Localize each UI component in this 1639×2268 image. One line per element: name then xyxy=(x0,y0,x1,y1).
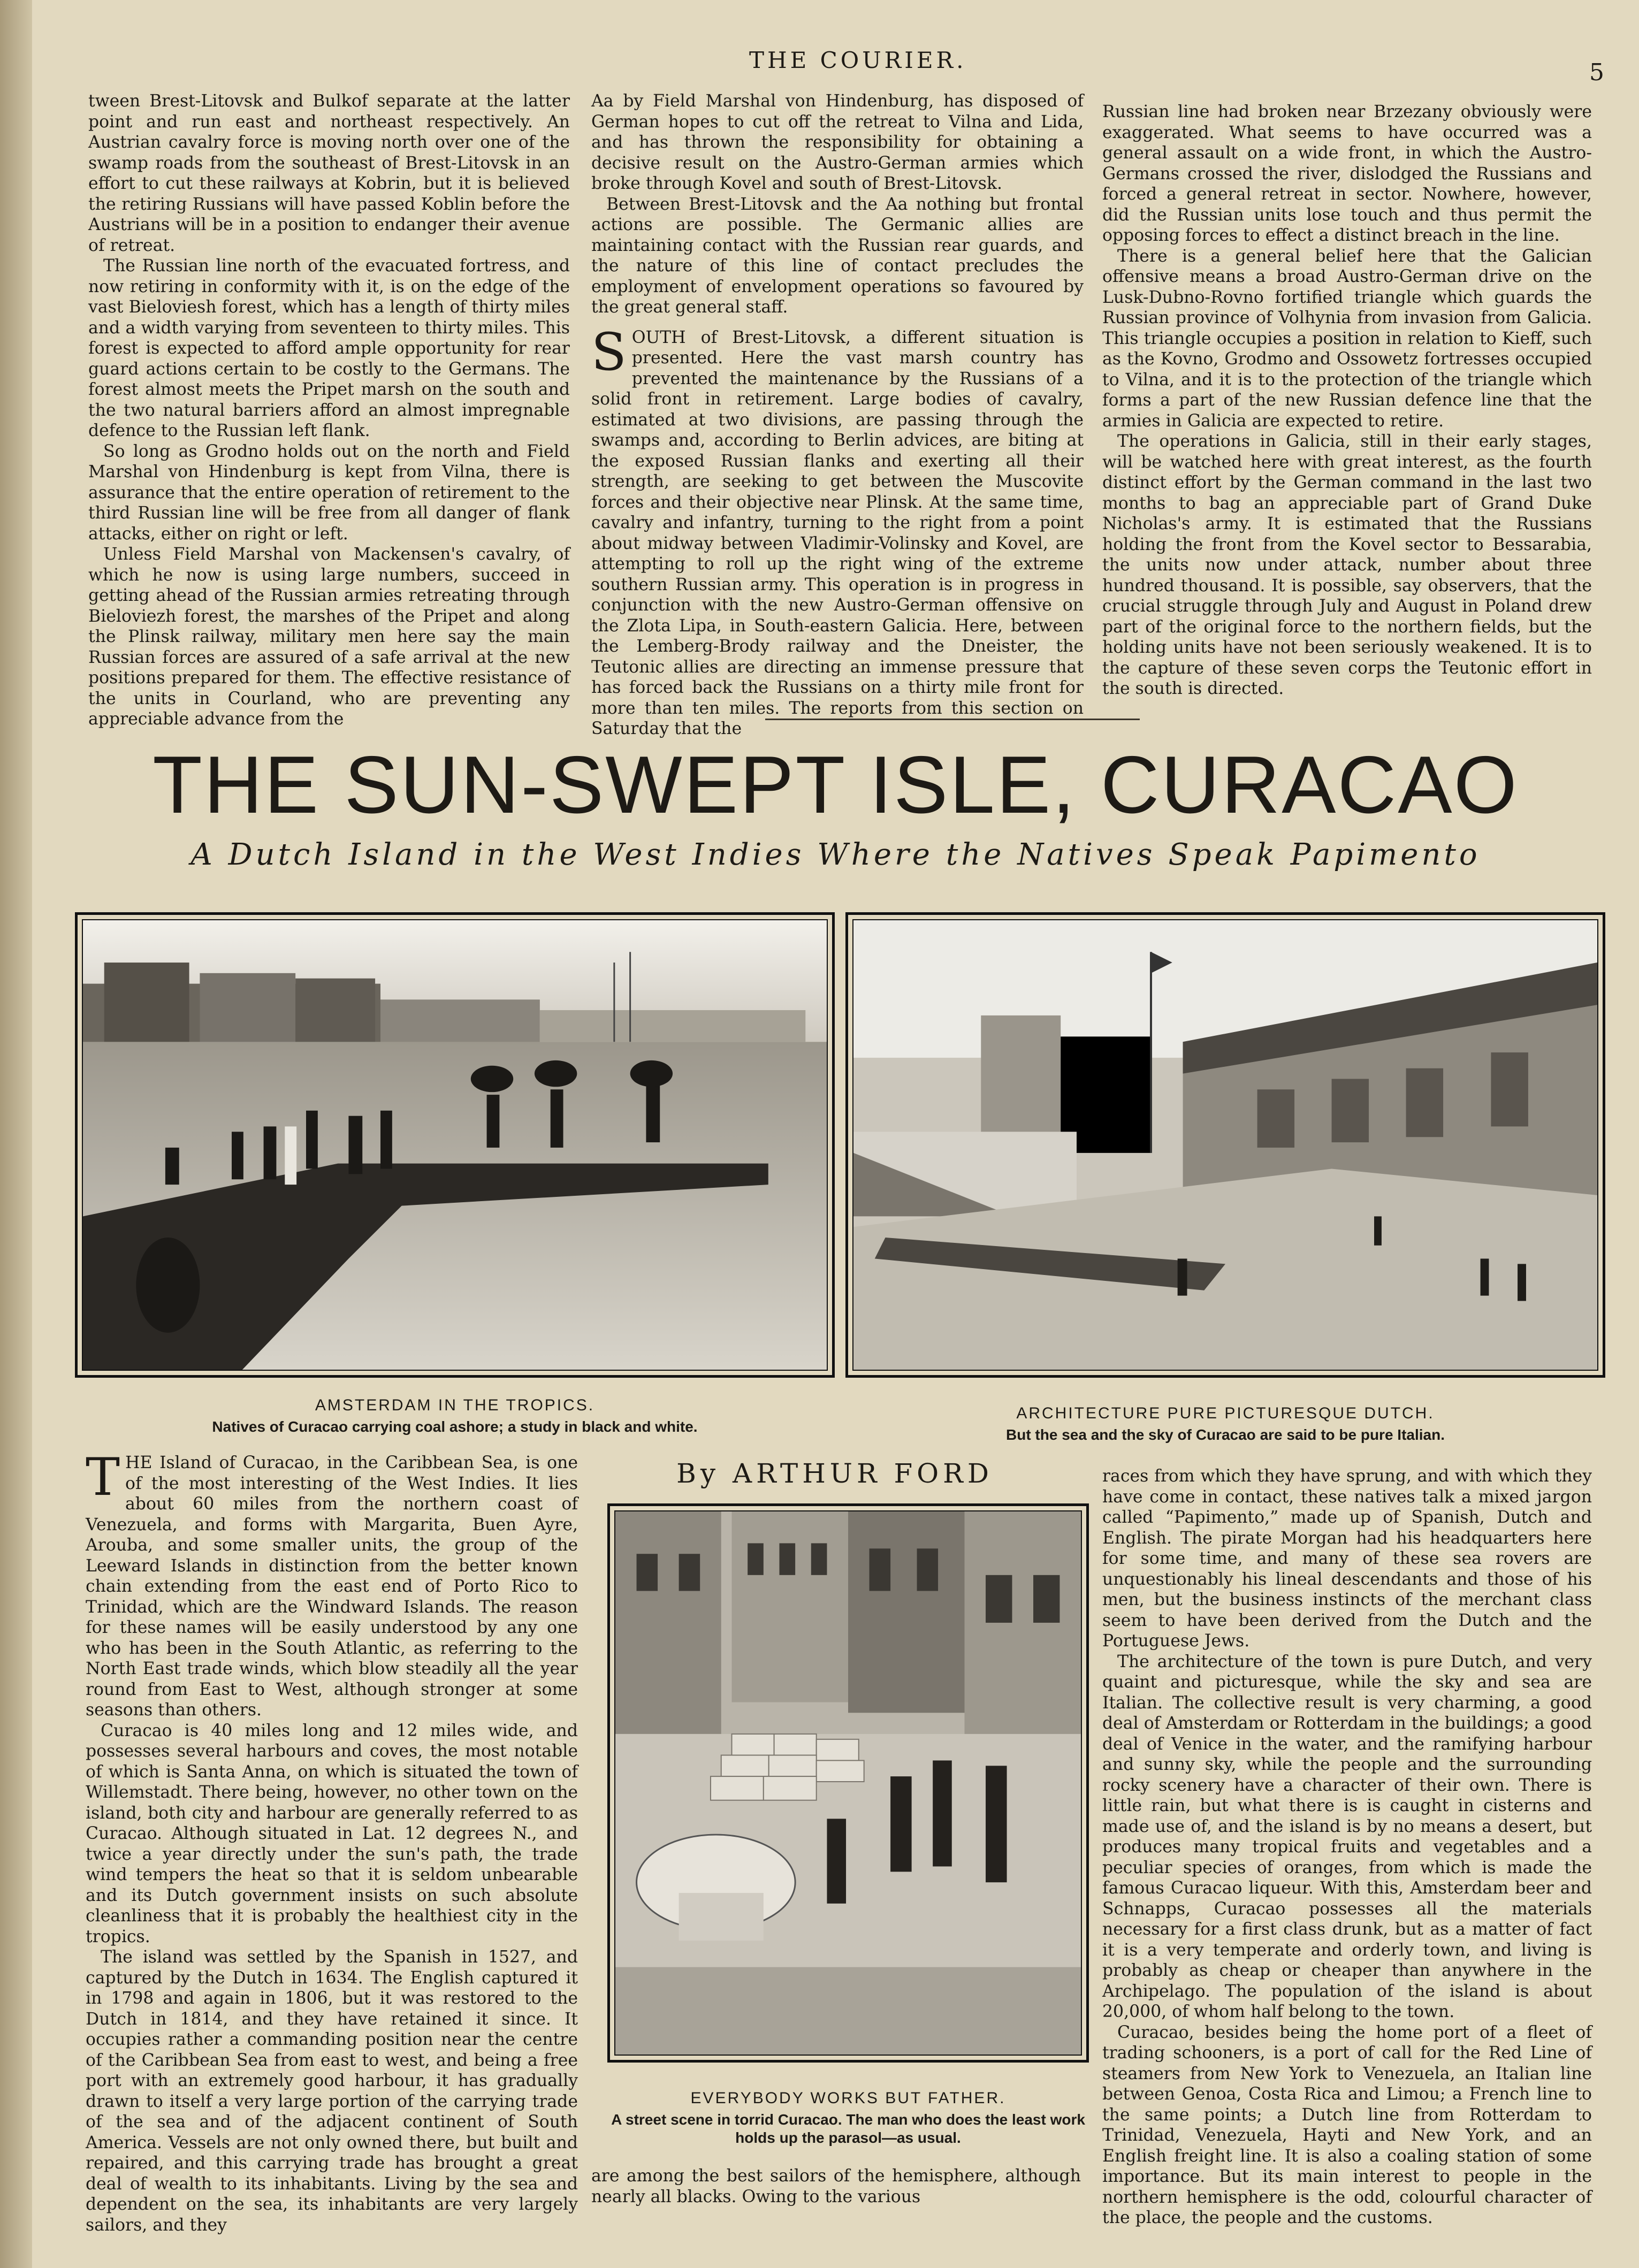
photo-title: ARCHITECTURE PURE PICTURESQUE DUTCH. xyxy=(1016,1404,1435,1422)
photo-image xyxy=(614,1510,1082,2056)
harbour-illustration xyxy=(83,920,827,1370)
article-subhead: A Dutch Island in the West Indies Where the Natives Speak Papimento xyxy=(190,837,1481,872)
photo-street-scene xyxy=(607,1503,1089,2063)
paragraph: Between Brest-Litovsk and the Aa nothing but frontal actions are possible. The Germanic allies are maintaining contact with the Russian rear guards, and the nature of this line of contact precludes the employment of envelopment operations so favoured by the great general staff. xyxy=(591,194,1084,317)
paragraph-text: HE Island of Curacao, in the Caribbean Sea, is one of the most interesting of the West Indies. It lies about 60 miles from the northern coast of Venezuela, and forms with Margarita, Buen Ayre, Arouba, and some smaller units, the group of the Leeward Islands in distinction from the better known chain extending from the east end of Porto Rico to Trinidad, which are the Windward Islands. The reason for these names will be easily understood by any one who has been in the South Atlantic, as referring to the North East trade winds, which blow steadily all the year round from East to West, although stronger at some seasons than others. xyxy=(86,1453,578,1720)
photo-title: AMSTERDAM IN THE TROPICS. xyxy=(315,1396,595,1414)
paragraph: races from which they have sprung, and with which they have come in contact, these natives talk a mixed jargon called “Papimento,” made up of Spanish, Dutch and English. The pirate Morgan had his headquarters here for some time, and many of these sea rovers are unquestionably his lineal descendants and those of his men, but the business instincts of the merchant class seem to have been derived from the Dutch and the Portuguese Jews. xyxy=(1102,1467,1592,1651)
paragraph: There is a general belief here that the Galician offensive means a broad Austro-German drive on the Lusk-Dubno-Rovno fortified triangle which guards the Russian province of Volhynia from invasion from Galicia. This triangle occupies a position in relation to Kieff, such as the Kovno, Grodmo and Ossowetz fortresses occupied to Vilna, and it is to the protection of the triangle which forms a part of the new Russian defence line that the armies in Galicia are expected to retire. xyxy=(1102,246,1592,431)
article-column-3 xyxy=(1102,1466,1592,2228)
paragraph: Curacao, besides being the home port of a fleet of trading schooners, is a port of call for the Red Line of steamers from New York to Venezuela, an Italian line between Genoa, Costa Rica and Limou; a French line to the same points; a Dutch line from Rotterdam to Trinidad, Venezuela, Hayti and New York, and an English freight line. It is also a coaling station of some importance. But its main interest to people in the northern hemisphere is the odd, colourful character of the place, the people and the customs. xyxy=(1102,2022,1592,2227)
paragraph: tween Brest-Litovsk and Bulkof separate at the latter point and run east and northeast respectively. An Austrian cavalry force is moving north over one of the swamp roads from the southeast of Brest-Litovsk in an effort to cut these railways at Kobrin, but it is believed the retiring Russians will have passed Koblin before the Austrians will be in a position to endanger their avenue of retreat. xyxy=(88,91,570,255)
top-column-2 xyxy=(591,91,1084,739)
market-illustration xyxy=(615,1511,1081,2055)
photo-coal-carriers xyxy=(75,912,835,1378)
page-number: 5 xyxy=(1589,59,1604,86)
paragraph: The operations in Galicia, still in their early stages, will be watched here with great interest, as the fourth distinct effort by the German command in the last two months to bag an appreciable part of Grand Duke Nicholas's army. It is estimated that the Russians holding the front from the Kovel sector to Bessarabia, the units now under attack, number about three hundred thousand. It is possible, say observers, that the crucial struggle through July and August in Poland drew part of the original force to the northern fields, but the holding units have not been seriously weakened. It is to the capture of these seven corps the Teutonic effort in the south is directed. xyxy=(1102,432,1592,698)
paragraph: are among the best sailors of the hemisphere, although nearly all blacks. Owing to the various xyxy=(591,2166,1081,2206)
paragraph: Aa by Field Marshal von Hindenburg, has disposed of German hopes to cut off the retreat to Vilna and Lida, and has thrown the responsibility for obtaining a decisive result on the Austro-German armies which broke through Kovel and south of Brest-Litovsk. xyxy=(591,91,1084,193)
paragraph-text: OUTH of Brest-Litovsk, a different situation is presented. Here the vast marsh country has prevented the maintenance by the Russians of a solid front in retirement. Large bodies of cavalry, estimated at two divisions, are passing through the swamps and, according to Berlin advices, are biting at the exposed Russian flanks and exerting all their strength, are seeking to get between the Muscovite forces and their objective near Plinsk. At the same time, cavalry and infantry, turning to the right from a point about midway between Vladimir-Volinsky and Kovel, are attempting to roll up the right wing of the extreme southern Russian army. This operation is in progress in conjunction with the new Austro-German offensive on the Zlota Lipa, in South-eastern Galicia. Here, between the Lemberg-Brody railway and the Dneister, the Teutonic allies are directing an immense pressure that has forced back the Russians on a thirty mile front for more than ten miles. The reports from this section on Saturday that the xyxy=(591,327,1084,738)
photo-dutch-architecture xyxy=(845,912,1605,1378)
article-column-2 xyxy=(591,2166,1081,2207)
photo-title: EVERYBODY WORKS BUT FATHER. xyxy=(690,2089,1006,2107)
paragraph: Russian line had broken near Brzezany obviously were exaggerated. What seems to have occurred was a general assault on a wide front, in which the Austro-Germans crossed the river, dislodged the Russians and forced a general retreat in sector. Nowhere, however, did the Russian units lose touch and thus permit the opposing forces to effect a distinct breach in the line. xyxy=(1102,102,1592,245)
newspaper-page xyxy=(32,0,1639,2268)
top-column-1 xyxy=(88,91,570,730)
running-head: THE COURIER. xyxy=(749,47,967,73)
photo-caption: Natives of Curacao carrying coal ashore; a study in black and white. xyxy=(212,1418,698,1435)
byline: By ARTHUR FORD xyxy=(676,1458,993,1489)
book-spine-shadow xyxy=(0,0,32,2268)
photo-caption: But the sea and the sky of Curacao are said to be pure Italian. xyxy=(1006,1426,1445,1443)
photo-image xyxy=(82,919,828,1371)
paragraph: The Russian line north of the evacuated fortress, and now retiring in conformity with it, is on the edge of the vast Bieloviesh forest, which has a length of thirty miles and a width varying from seventeen to thirty miles. This forest is expected to afford ample opportunity for rear guard actions certain to be costly to the Germans. The forest almost meets the Pripet marsh on the south and the two natural barriers afford an almost impregnable defence to the Russian left flank. xyxy=(88,256,570,440)
drop-cap: S xyxy=(591,322,627,382)
paragraph xyxy=(86,1447,578,1721)
paragraph: So long as Grodno holds out on the north and Field Marshal von Hindenburg is kept from Vilna, there is assurance that the entire operation of retirement to the third Russian line will be free from all danger of flank attacks, either on right or left. xyxy=(88,441,570,544)
paragraph: Unless Field Marshal von Mackensen's cavalry, of which he now is using large numbers, succeed in getting ahead of the Russian armies retreating through Bieloviezh forest, the marshes of the Pripet and along the Plinsk railway, military men here say the main Russian forces are assured of a safe arrival at the new positions prepared for them. The effective resistance of the units in Courland, who are preventing any appreciable advance from the xyxy=(88,545,570,729)
top-column-3 xyxy=(1102,102,1592,699)
article-column-1 xyxy=(86,1447,578,2235)
photo-caption: A street scene in torrid Curacao. The man who does the least work holds up the parasol—as usual. xyxy=(611,2111,1085,2146)
photo-image xyxy=(852,919,1598,1371)
paragraph xyxy=(591,322,1084,739)
article-headline: THE SUN-SWEPT ISLE, CURACAO xyxy=(153,739,1519,830)
paragraph: The architecture of the town is pure Dutch, and very quaint and picturesque, while the sky and sea are Italian. The collective result is very charming, a good deal of Amsterdam or Rotterdam in the buildings; a good deal of Venice in the water, and the ramifying harbour and sunny sky, while the people and the surrounding rocky scenery have a character of their own. There is little rain, but what there is is caught in cisterns and made use of, and the island is by no means a desert, but produces many tropical fruits and vegetables and a peculiar species of oranges, from which is made the famous Curacao liqueur. With this, Amsterdam beer and Schnapps, Curacao possesses all the materials necessary for a first class drunk, but as a matter of fact it is a very temperate and orderly town, and living is probably as cheap or cheaper than anywhere in the Archipelago. The population of the island is about 20,000, of whom half belong to the town. xyxy=(1102,1652,1592,2021)
drop-cap: T xyxy=(86,1447,120,1507)
street-illustration xyxy=(853,920,1597,1370)
paragraph: Curacao is 40 miles long and 12 miles wide, and possesses several harbours and coves, the most notable of which is Santa Anna, on which is situated the town of Willemstadt. There being, however, no other town on the island, both city and harbour are generally referred to as Curacao. Although situated in Lat. 12 degrees N., and twice a year directly under the sun's path, the trade wind tempers the heat so that it is seldom unbearable and its Dutch government insists on such absolute cleanliness that it is probably the healthiest city in the tropics. xyxy=(86,1721,578,1946)
section-divider xyxy=(765,719,1140,720)
paragraph: The island was settled by the Spanish in 1527, and captured by the Dutch in 1634. The English captured it in 1798 and again in 1806, but it was restored to the Dutch in 1814, and they have retained it since. It occupies rather a commanding position near the centre of the Caribbean Sea from east to west, and being a free port with an extremely good harbour, it has gradually drawn to itself a very large portion of the carrying trade of the sea and of the adjacent continent of South America. Vessels are not only owned there, but built and repaired, and this carrying trade has brought a great deal of wealth to its inhabitants. Living by the sea and dependent on the sea, its inhabitants are very largely sailors, and they xyxy=(86,1948,578,2235)
